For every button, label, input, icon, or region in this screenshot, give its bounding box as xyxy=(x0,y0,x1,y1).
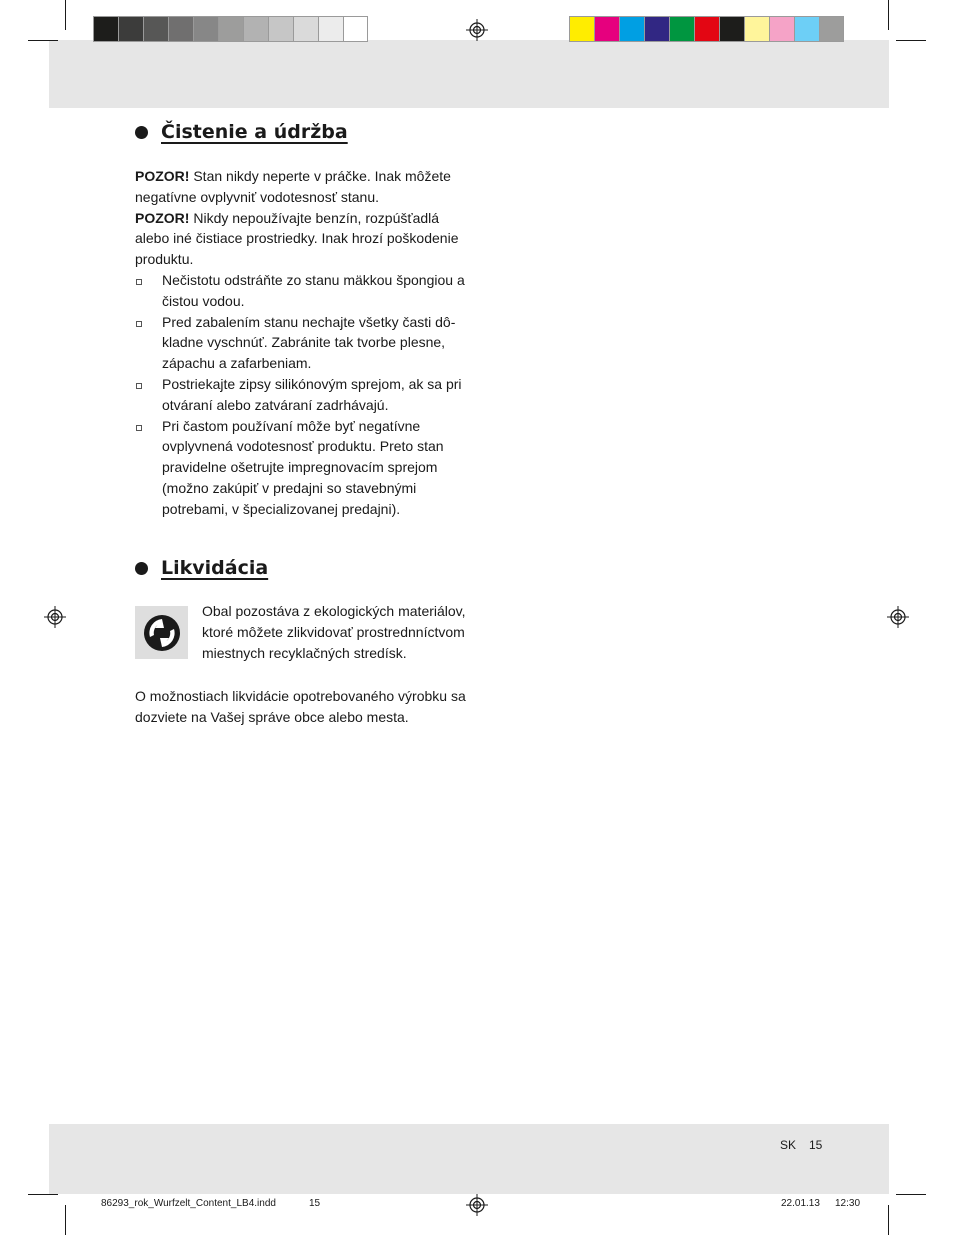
color-swatch xyxy=(719,16,744,42)
file-name: 86293_rok_Wurfzelt_Content_LB4.indd xyxy=(101,1198,276,1209)
language-code: SK xyxy=(780,1138,797,1152)
bottom-band xyxy=(49,1124,889,1194)
color-swatch xyxy=(619,16,644,42)
registration-mark-icon xyxy=(44,606,66,628)
page-number: 15 xyxy=(809,1138,823,1152)
color-swatch xyxy=(669,16,694,42)
list-item-text: Pred zabalením stanu nechajte všetky časti dôkladne vyschnúť. Zabránite tak tvorbe plesne, zápachu a zafarbeniam. xyxy=(162,313,456,372)
green-dot-recycling-icon xyxy=(135,606,188,659)
registration-mark-icon xyxy=(887,606,909,628)
warning-label: POZOR! xyxy=(135,209,190,226)
recycling-symbol-icon xyxy=(142,613,182,653)
warning-label: POZOR! xyxy=(135,168,190,184)
cleaning-instructions-list xyxy=(135,270,467,520)
top-band xyxy=(49,40,889,108)
section-title: Čistenie a údržba xyxy=(161,121,348,143)
warning-paragraph xyxy=(135,208,467,270)
color-swatch xyxy=(268,16,293,42)
color-swatch xyxy=(794,16,819,42)
crop-mark xyxy=(65,0,66,30)
checkbox-bullet-icon xyxy=(136,383,142,389)
color-swatch xyxy=(694,16,719,42)
section-title: Likvidácia xyxy=(161,557,269,579)
crop-mark xyxy=(896,1194,926,1195)
checkbox-bullet-icon xyxy=(136,279,142,285)
color-swatch xyxy=(293,16,318,42)
section-heading-disposal xyxy=(135,557,268,579)
crop-mark xyxy=(888,1205,889,1235)
list-item-text: Postriekajte zipsy silikónovým sprejom, ak sa pri otváraní alebo zatváraní zadrhávajú. xyxy=(162,375,462,413)
color-swatch xyxy=(168,16,193,42)
color-swatch xyxy=(769,16,794,42)
color-swatch xyxy=(594,16,619,42)
color-swatch xyxy=(569,16,594,42)
list-item xyxy=(135,270,467,312)
warning-text: Nikdy nepoužívajte benzín, rozpúšťadlá alebo iné čistiace prostriedky. Inak hrozí poškodenie produktu. xyxy=(135,209,459,268)
color-swatch xyxy=(819,16,844,42)
color-swatch xyxy=(143,16,168,42)
grayscale-color-bar xyxy=(93,16,368,42)
list-item xyxy=(135,312,467,374)
packaging-recycling-text: Obal pozostáva z ekologických materiálov, ktoré môžete zlikvidovať prostrednníctvom miestnych recyklačných stredísk. xyxy=(202,603,466,661)
color-swatch xyxy=(343,16,368,42)
color-swatch xyxy=(118,16,143,42)
color-swatch xyxy=(644,16,669,42)
color-swatch xyxy=(318,16,343,42)
checkbox-bullet-icon xyxy=(136,321,142,327)
registration-mark-icon xyxy=(466,19,488,41)
disposal-info-text: O možnostiach likvidácie opotrebovaného výrobku sa dozviete na Vašej správe obce alebo mesta. xyxy=(135,688,466,725)
list-item-text: Pri častom používaní môže byť negatívne ovplyvnená vodotesnosť produktu. Preto stan pravidelne ošetrujte impregnovacím sprejom (možno zakúpiť v predajni so stavebnými potrebami, v špecializovanej predajni). xyxy=(162,417,444,517)
color-swatch xyxy=(193,16,218,42)
list-item xyxy=(135,374,467,416)
print-date: 22.01.13 xyxy=(781,1198,820,1209)
disposal-info xyxy=(135,686,467,728)
color-swatch xyxy=(218,16,243,42)
warning-text: Stan nikdy neperte v práčke. Inak môžete negatívne ovplyvniť vodotesnosť stanu. xyxy=(135,168,451,205)
crop-mark xyxy=(888,0,889,30)
list-item-text: Nečistotu odstráňte zo stanu mäkkou špongiou a čistou vodou. xyxy=(162,271,465,309)
crop-mark xyxy=(896,40,926,41)
file-page-number: 15 xyxy=(309,1198,321,1209)
registration-mark-icon xyxy=(466,1194,488,1216)
warning-paragraph xyxy=(135,166,467,208)
checkbox-bullet-icon xyxy=(136,425,142,431)
crop-mark xyxy=(28,1194,58,1195)
crop-mark xyxy=(65,1205,66,1235)
color-swatch xyxy=(93,16,118,42)
section-heading-cleaning xyxy=(135,121,348,143)
print-time: 12:30 xyxy=(835,1198,861,1209)
heading-bullet-icon xyxy=(135,562,148,575)
list-item xyxy=(135,416,467,520)
crop-mark xyxy=(28,40,58,41)
heading-bullet-icon xyxy=(135,126,148,139)
process-color-bar xyxy=(569,16,844,42)
color-swatch xyxy=(744,16,769,42)
color-swatch xyxy=(243,16,268,42)
cleaning-body xyxy=(135,166,467,520)
